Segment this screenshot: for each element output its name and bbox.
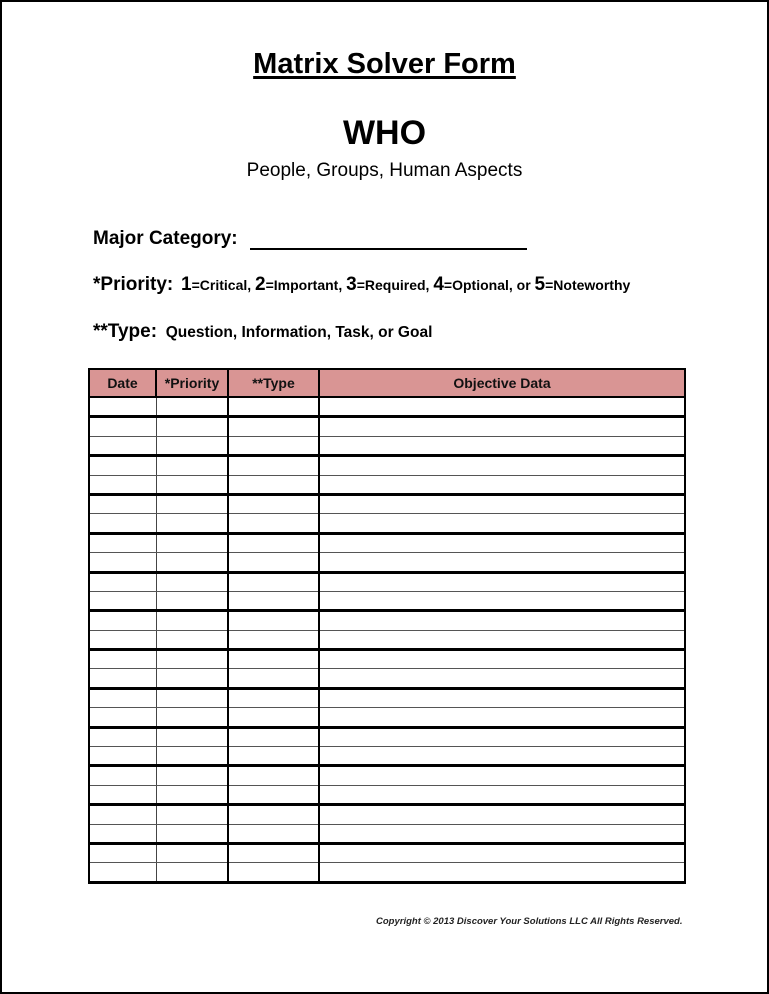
- table-row: [89, 611, 685, 630]
- type-cell[interactable]: [228, 650, 319, 669]
- form-title: Matrix Solver Form: [253, 48, 516, 80]
- priority-text: =Optional, or: [443, 277, 535, 293]
- objective-data-cell[interactable]: [319, 572, 685, 591]
- type-cell[interactable]: [228, 688, 319, 707]
- objective-data-cell[interactable]: [319, 553, 685, 572]
- priority-num: 3: [346, 274, 357, 295]
- table-row: [89, 514, 685, 533]
- column-header-type: **Type: [228, 369, 319, 397]
- priority-cell[interactable]: [156, 688, 228, 707]
- table-header-row: [89, 369, 685, 397]
- objective-data-cell[interactable]: [319, 494, 685, 513]
- priority-cell[interactable]: [156, 669, 228, 688]
- date-cell[interactable]: [89, 824, 156, 843]
- priority-cell[interactable]: [156, 514, 228, 533]
- table-row: [89, 747, 685, 766]
- section-heading: WHO: [342, 114, 427, 152]
- table-row: [89, 533, 685, 552]
- priority-cell[interactable]: [156, 475, 228, 494]
- type-cell[interactable]: [228, 669, 319, 688]
- objective-data-cell[interactable]: [319, 669, 685, 688]
- type-cell[interactable]: [228, 417, 319, 436]
- type-cell[interactable]: [228, 611, 319, 630]
- date-cell[interactable]: [89, 417, 156, 436]
- type-cell[interactable]: [228, 805, 319, 824]
- type-cell[interactable]: [228, 630, 319, 649]
- date-cell[interactable]: [89, 708, 156, 727]
- table-row: [89, 475, 685, 494]
- table-row: [89, 436, 685, 455]
- date-cell[interactable]: [89, 572, 156, 591]
- table-row: [89, 591, 685, 610]
- date-cell[interactable]: [89, 688, 156, 707]
- priority-cell[interactable]: [156, 611, 228, 630]
- type-cell[interactable]: [228, 514, 319, 533]
- priority-cell[interactable]: [156, 494, 228, 513]
- table-row: [89, 766, 685, 785]
- date-cell[interactable]: [89, 494, 156, 513]
- date-cell[interactable]: [89, 475, 156, 494]
- date-cell[interactable]: [89, 863, 156, 882]
- type-cell[interactable]: [228, 824, 319, 843]
- priority-text: =Required,: [356, 277, 434, 293]
- date-cell[interactable]: [89, 843, 156, 862]
- objective-data-cell[interactable]: [319, 611, 685, 630]
- objective-data-cell[interactable]: [319, 514, 685, 533]
- table-row: [89, 494, 685, 513]
- objective-data-cell[interactable]: [319, 688, 685, 707]
- type-options: Question, Information, Task, or Goal: [165, 324, 433, 341]
- priority-cell[interactable]: [156, 436, 228, 455]
- priority-num: 2: [255, 274, 266, 295]
- date-cell[interactable]: [89, 766, 156, 785]
- objective-data-cell[interactable]: [319, 747, 685, 766]
- column-header-priority: *Priority: [156, 369, 228, 397]
- priority-cell[interactable]: [156, 591, 228, 610]
- priority-text: =Critical,: [191, 277, 256, 293]
- priority-legend: [93, 274, 630, 296]
- objective-data-cell[interactable]: [319, 785, 685, 804]
- date-cell[interactable]: [89, 785, 156, 804]
- objective-data-cell[interactable]: [319, 843, 685, 862]
- objective-data-cell[interactable]: [319, 805, 685, 824]
- table-row: [89, 650, 685, 669]
- priority-cell[interactable]: [156, 417, 228, 436]
- objective-data-cell[interactable]: [319, 456, 685, 475]
- type-cell[interactable]: [228, 727, 319, 746]
- priority-label: *Priority:: [93, 274, 174, 295]
- type-cell[interactable]: [228, 863, 319, 882]
- objective-data-cell[interactable]: [319, 533, 685, 552]
- objective-data-cell[interactable]: [319, 650, 685, 669]
- table-row: [89, 456, 685, 475]
- date-cell[interactable]: [89, 669, 156, 688]
- priority-cell[interactable]: [156, 533, 228, 552]
- table-row: [89, 669, 685, 688]
- table-row: [89, 553, 685, 572]
- major-category-field[interactable]: [250, 229, 527, 250]
- type-cell[interactable]: [228, 766, 319, 785]
- date-cell[interactable]: [89, 630, 156, 649]
- priority-cell[interactable]: [156, 630, 228, 649]
- table-row: [89, 708, 685, 727]
- type-cell[interactable]: [228, 494, 319, 513]
- priority-cell[interactable]: [156, 708, 228, 727]
- priority-cell[interactable]: [156, 805, 228, 824]
- type-cell[interactable]: [228, 572, 319, 591]
- priority-cell[interactable]: [156, 397, 228, 417]
- date-cell[interactable]: [89, 397, 156, 417]
- objective-data-cell[interactable]: [319, 417, 685, 436]
- table-row: [89, 824, 685, 843]
- type-cell[interactable]: [228, 397, 319, 417]
- type-cell[interactable]: [228, 553, 319, 572]
- type-cell[interactable]: [228, 533, 319, 552]
- type-cell[interactable]: [228, 747, 319, 766]
- type-legend: [93, 321, 432, 343]
- priority-cell[interactable]: [156, 863, 228, 882]
- major-category-label: Major Category:: [93, 228, 238, 249]
- column-header-date: Date: [89, 369, 156, 397]
- table-row: [89, 843, 685, 862]
- objective-data-cell[interactable]: [319, 591, 685, 610]
- priority-cell[interactable]: [156, 456, 228, 475]
- priority-cell[interactable]: [156, 785, 228, 804]
- priority-text: =Noteworthy: [545, 277, 631, 293]
- column-header-objective-data: Objective Data: [319, 369, 685, 397]
- copyright-notice: Copyright © 2013 Discover Your Solutions LLC All Rights Reserved.: [376, 916, 683, 927]
- date-cell[interactable]: [89, 805, 156, 824]
- priority-cell[interactable]: [156, 747, 228, 766]
- type-cell[interactable]: [228, 843, 319, 862]
- type-cell[interactable]: [228, 591, 319, 610]
- table-row: [89, 785, 685, 804]
- objective-data-cell[interactable]: [319, 863, 685, 882]
- objective-data-cell[interactable]: [319, 727, 685, 746]
- type-cell[interactable]: [228, 436, 319, 455]
- table-row: [89, 397, 685, 417]
- date-cell[interactable]: [89, 533, 156, 552]
- objective-data-cell[interactable]: [319, 630, 685, 649]
- table-row: [89, 688, 685, 707]
- type-cell[interactable]: [228, 785, 319, 804]
- priority-num: 1: [181, 274, 192, 295]
- priority-cell[interactable]: [156, 553, 228, 572]
- priority-cell[interactable]: [156, 824, 228, 843]
- table-row: [89, 630, 685, 649]
- objective-data-cell[interactable]: [319, 397, 685, 417]
- priority-cell[interactable]: [156, 843, 228, 862]
- major-category-row: [93, 228, 527, 250]
- table-body: [89, 397, 685, 882]
- priority-text: =Important,: [265, 277, 347, 293]
- table-row: [89, 727, 685, 746]
- type-cell[interactable]: [228, 475, 319, 494]
- objective-data-cell[interactable]: [319, 436, 685, 455]
- objective-data-cell[interactable]: [319, 708, 685, 727]
- priority-num: 5: [534, 274, 546, 295]
- table-row: [89, 805, 685, 824]
- priority-cell[interactable]: [156, 650, 228, 669]
- date-cell[interactable]: [89, 611, 156, 630]
- section-subtitle: People, Groups, Human Aspects: [246, 160, 523, 181]
- date-cell[interactable]: [89, 514, 156, 533]
- matrix-table: [88, 368, 686, 884]
- date-cell[interactable]: [89, 456, 156, 475]
- priority-cell[interactable]: [156, 572, 228, 591]
- objective-data-cell[interactable]: [319, 824, 685, 843]
- objective-data-cell[interactable]: [319, 475, 685, 494]
- type-cell[interactable]: [228, 456, 319, 475]
- table-row: [89, 572, 685, 591]
- priority-cell[interactable]: [156, 766, 228, 785]
- date-cell[interactable]: [89, 650, 156, 669]
- objective-data-cell[interactable]: [319, 766, 685, 785]
- table-row: [89, 863, 685, 882]
- type-label: **Type:: [93, 321, 158, 342]
- date-cell[interactable]: [89, 553, 156, 572]
- table-row: [89, 417, 685, 436]
- date-cell[interactable]: [89, 436, 156, 455]
- date-cell[interactable]: [89, 591, 156, 610]
- type-cell[interactable]: [228, 708, 319, 727]
- priority-num: 4: [433, 274, 444, 295]
- date-cell[interactable]: [89, 747, 156, 766]
- priority-cell[interactable]: [156, 727, 228, 746]
- date-cell[interactable]: [89, 727, 156, 746]
